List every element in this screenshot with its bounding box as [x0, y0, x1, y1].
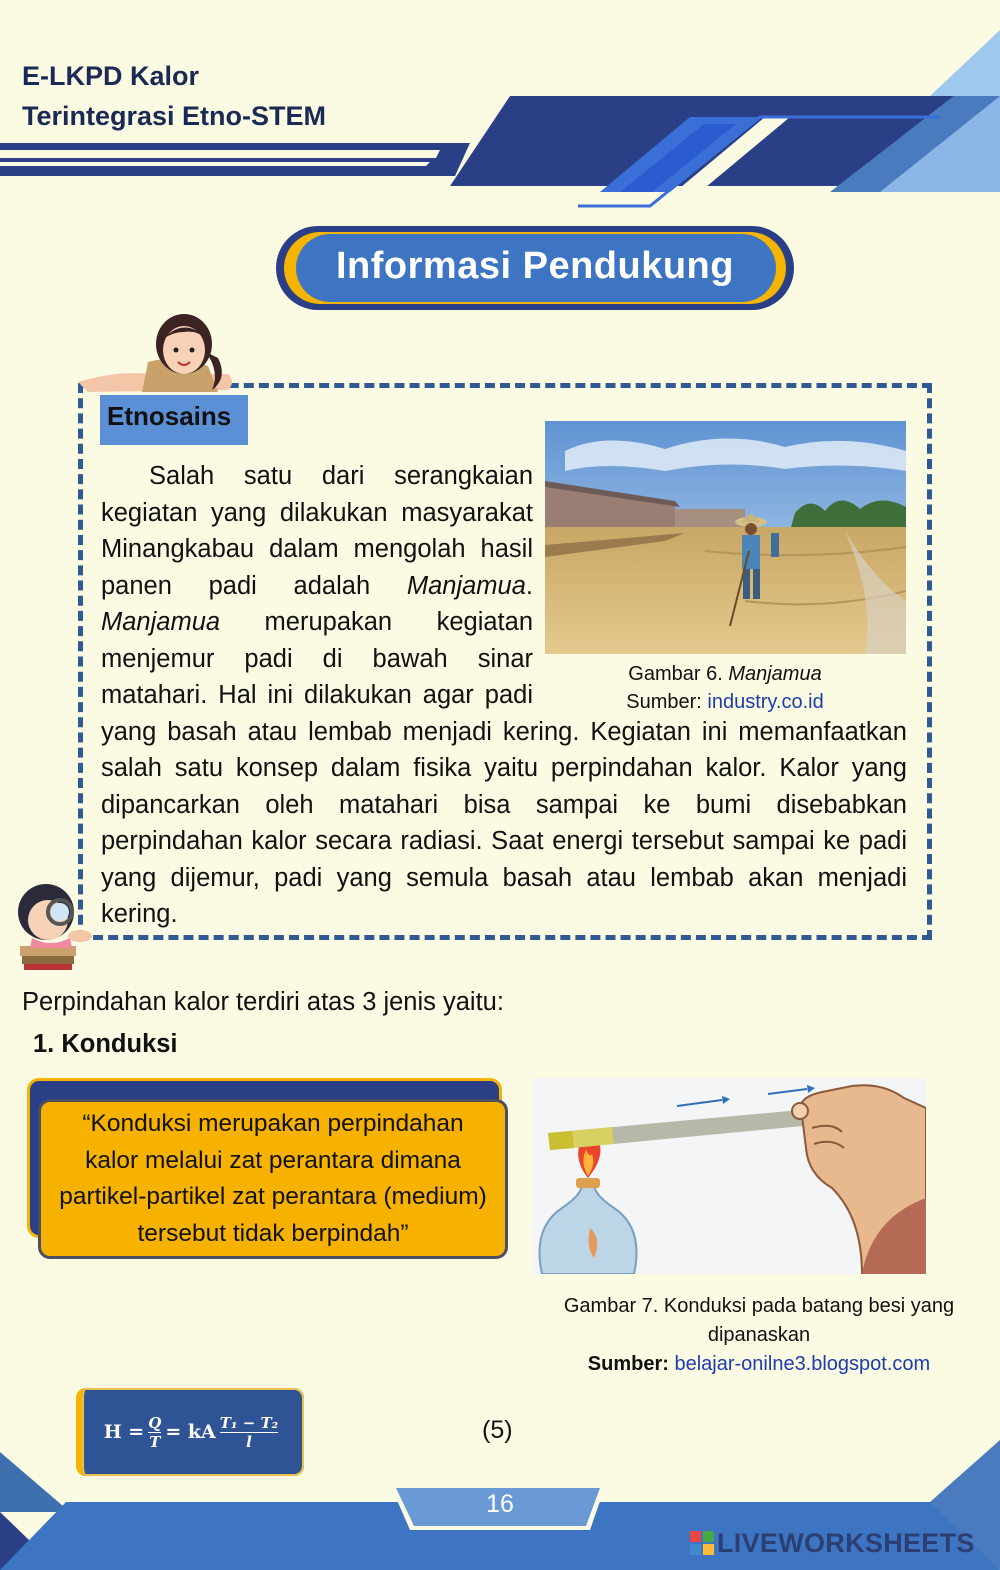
formula-t: T	[149, 1432, 161, 1451]
figure6-source-label: Sumber:	[626, 691, 708, 713]
figure6-caption-prefix: Gambar 6.	[628, 663, 729, 685]
figure7-caption	[519, 1292, 999, 1379]
section-title-banner	[274, 224, 796, 312]
formula-lhs: H =	[103, 1421, 145, 1443]
formula-numerator: T₁ − T₂	[219, 1413, 279, 1432]
etnosains-label: Etnosains	[100, 395, 248, 445]
etnosains-term2: Manjamua	[101, 608, 221, 636]
formula-q: Q	[148, 1413, 162, 1432]
figure7-caption-text: Gambar 7. Konduksi pada batang besi yang dipanaskan	[563, 1295, 955, 1346]
header-title	[22, 56, 326, 136]
section-title: Informasi Pendukung	[336, 244, 734, 287]
teacher-illustration	[78, 312, 238, 396]
figure7-source	[519, 1350, 999, 1379]
header-title-line2: Terintegrasi Etno-STEM	[22, 101, 327, 131]
definition-card	[38, 1099, 508, 1259]
formula-denominator: l	[246, 1432, 252, 1451]
etnosains-term1: Manjamua	[406, 571, 526, 600]
figure7-source-link[interactable]: belajar-onilne3.blogspot.com	[674, 1353, 931, 1375]
etnosains-text	[101, 458, 907, 933]
subsection-heading: 1. Konduksi	[33, 1030, 178, 1058]
header-title-line1: E-LKPD Kalor	[22, 61, 200, 91]
intro-text: Perpindahan kalor terdiri atas 3 jenis yaitu:	[22, 988, 504, 1016]
conduction-illustration	[532, 1078, 926, 1274]
figure7-source-label: Sumber:	[587, 1353, 669, 1375]
liveworksheets-watermark[interactable]	[690, 1528, 975, 1559]
equation-number: (5)	[482, 1416, 513, 1444]
watermark-text: LIVEWORKSHEETS	[717, 1528, 975, 1558]
etnosains-text-part3: merupakan kegiatan menjemur padi di bawah sinar matahari. Hal ini dilakukan agar padi yang basah atau lembab menjadi kering. Kegiatan ini memanfaatkan salah satu konsep dalam fisika yaitu perpindahan kalor. Kalor yang dipancarkan oleh matahari bisa sampai ke bumi disebabkan perpindahan kalor secara radiasi. Saat energi tersebut sampai ke padi yang dijemur, padi yang semula basah atau lembab akan menjadi kering.	[101, 608, 907, 928]
figure6-source-link[interactable]: industry.co.id	[707, 691, 824, 713]
student-illustration	[10, 882, 96, 974]
definition-text: “Konduksi merupakan perpindahan kalor melalui zat perantara dimana partikel-partikel zat perantara (medium) tersebut tidak berpindah”	[59, 1110, 487, 1247]
page-number: 16	[486, 1490, 514, 1518]
etnosains-text-part1: Salah satu dari serangkaian kegiatan yang dilakukan masyarakat Minangkabau dalam mengolah hasil panen padi adalah	[101, 462, 533, 600]
etnosains-text-part2: .	[525, 571, 533, 600]
formula-eq2: = kA	[165, 1421, 216, 1443]
figure6-caption-term: Manjamua	[728, 663, 822, 685]
liveworksheets-logo-icon	[690, 1531, 714, 1555]
